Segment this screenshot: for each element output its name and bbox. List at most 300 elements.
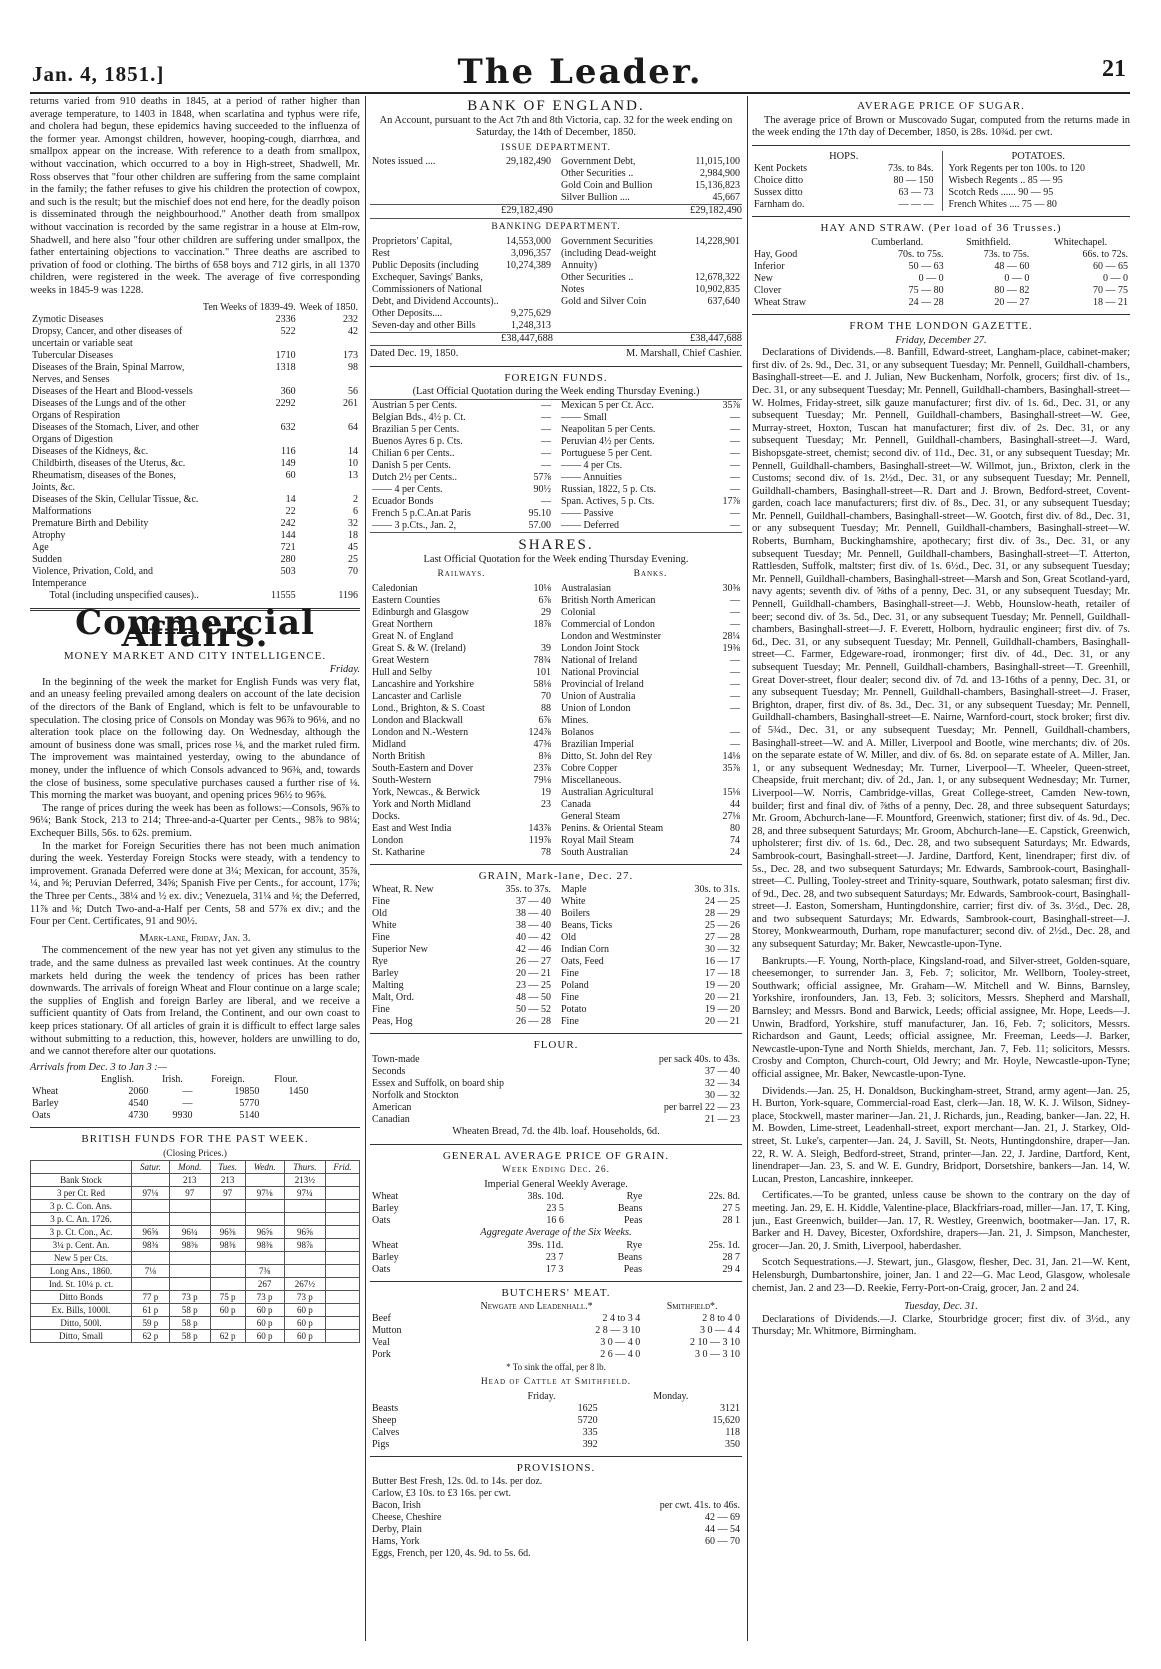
grain-row-cell: Old [561,932,576,944]
funds-row-cell: 60 p [245,1317,284,1330]
flour-row-cell: Essex and Suffolk, on board ship [372,1077,505,1089]
flour-row-cell: per barrel 22 — 23 [663,1101,740,1113]
flour-row-cell: Norfolk and Stockton [372,1089,459,1101]
share-row-cell: Lancaster and Carlisle [372,690,462,702]
hay-row-cell: 50 — 63 [908,260,944,272]
foreign-fund-row [370,496,553,508]
grain-row-cell: 23 — 25 [516,980,551,992]
mortality-row-cell: 1710 [275,349,296,361]
hops-title: HOPS. [829,150,859,162]
hay-row-cell: 48 — 60 [994,260,1030,272]
flour-row [370,1078,742,1090]
share-row [559,763,742,775]
arrivals-header [30,1074,84,1086]
issue-right-row [559,180,742,192]
share-row-cell: 6⅞ [538,594,551,606]
arrivals-row-cell: 5140 [239,1110,260,1122]
foreign-fund-row-cell: — [730,423,740,435]
mortality-row-cell: 13 [348,469,358,481]
funds-row-cell: 60 p [284,1317,325,1330]
foreign-fund-row-cell: — [541,423,551,435]
issue-department-title: ISSUE DEPARTMENT. [501,142,611,153]
mortality-row-cell: 56 [348,385,358,397]
hay-header [752,237,849,249]
weekly-average-row [370,1215,742,1227]
grain-row [370,932,553,944]
funds-row [31,1291,360,1304]
mortality-row-cell: 14 [348,445,358,457]
share-row-cell: Lancashire and Yorkshire [372,678,474,690]
mortality-row [30,518,360,530]
banking-right-row [559,236,742,272]
share-row [370,775,553,787]
meat-row-cell: 2 8 — 3 10 [595,1325,641,1337]
cattle-row-cell: Sheep [372,1414,397,1426]
share-row-cell: 143⅞ [528,822,551,834]
banking-right-row-cell: 12,678,322 [695,271,740,283]
provisions-row-cell: 44 — 54 [705,1524,740,1536]
flour-table [370,1054,742,1126]
share-row-cell: East and West India [372,822,452,834]
grain-row [370,896,553,908]
grain-row-cell: 19 — 20 [705,980,740,992]
funds-row-cell [169,1265,210,1278]
cattle-header [370,1391,483,1403]
potatoes-row [947,187,1131,199]
foreign-fund-row-cell: — [730,459,740,471]
flour-row [370,1114,742,1126]
share-row [559,823,742,835]
flour-row-cell: Canadian [372,1113,410,1125]
mortality-row-cell: Diseases of the Lungs and of the other Organs of Respiration [32,397,186,421]
share-row [559,811,742,823]
grain-row-cell: 37 — 40 [516,896,551,908]
hay-row [752,297,1130,309]
aggregate-average-row-cell: 25s. 1d. [708,1239,740,1251]
banks-title: Banks. [633,569,668,580]
grain-row-cell: 38 — 40 [516,920,551,932]
shares-title: SHARES. [518,536,594,553]
arrivals-row-cell: 4730 [128,1110,149,1122]
share-row-cell: Penins. & Oriental Steam [561,822,664,834]
hops-row [752,175,936,187]
foreign-fund-row [559,400,742,412]
grain-row-cell: 20 — 21 [516,968,551,980]
money-market-title: MONEY MARKET AND CITY INTELLIGENCE. [63,649,327,662]
mortality-row-cell: 721 [280,541,296,553]
hops-table [752,163,936,211]
share-row [370,631,553,643]
bread-price: Wheaten Bread, 7d. the 4lb. loaf. Households, 6d. [452,1125,660,1137]
masthead [30,52,1130,94]
foreign-fund-row-cell: —— Annuities [561,471,622,483]
foreign-fund-row-cell: — [541,435,551,447]
grain-row [559,968,742,980]
share-row [370,691,553,703]
funds-row-cell: 267½ [284,1278,325,1291]
banking-left-row-cell: 10,274,389 [506,259,551,271]
provisions-row-cell [621,1488,742,1500]
grain-row-cell: 50 — 52 [516,1004,551,1016]
aggregate-average-row-cell: 28 7 [722,1251,740,1263]
flour-row-cell: 21 — 23 [705,1113,740,1125]
funds-header: Tues. [210,1161,245,1174]
cattle-row-cell: 118 [725,1426,740,1438]
grain-row [559,992,742,1004]
share-row-cell: — [730,618,740,630]
banking-department [370,236,742,332]
mortality-total-ten-weeks: 11555 [271,589,296,601]
mortality-row-cell: 2 [353,493,358,505]
potatoes-row [947,199,1131,211]
foreign-fund-row-cell: French 5 p.C.An.at Paris [372,507,471,519]
hay-header: Smithfield. [966,236,1011,248]
mortality-row-cell: Violence, Privation, Cold, and Intemperance [32,565,154,589]
potatoes-row-cell: York Regents per ton 100s. to 120 [948,163,1085,175]
share-row [370,643,553,655]
funds-row-cell [245,1252,284,1265]
funds-row-cell: 7⅜ [245,1265,284,1278]
arrivals-row [30,1110,311,1122]
funds-row-cell [132,1200,170,1213]
foreign-fund-row-cell: Danish 5 per Cents. [372,459,451,471]
foreign-fund-row-cell: 95.10 [528,507,551,519]
hops-row [752,199,936,211]
grain-row-cell: Fine [561,968,579,980]
mortality-row-cell: 280 [280,553,296,565]
provisions-row-cell: Derby, Plain [372,1524,422,1536]
hops-row [752,163,936,175]
share-row-cell: Ditto, St. John del Rey [561,750,653,762]
funds-header: Frid. [326,1161,360,1174]
funds-row-cell [326,1291,360,1304]
issue-right-row-cell: 2,984,900 [700,168,740,180]
foreign-fund-row-cell: — [541,459,551,471]
mortality-row-cell: Diseases of the Heart and Blood-vessels [32,385,193,397]
gazette-bankrupts: Bankrupts.—F. Young, North-place, Kingsland-road, and Silver-street, Golden-square, cheesemonger, to surrender Jan. 3, Feb. 7; solicitor, Mr. Wellborn, Tooley-street, Southwark; official assignee, Mr. Graham—W. Mitchell and W. Binns, Barnsley, Yorkshire, ironfounders, Jan. 13, Feb. 3; solicitors, Messrs. Shepherd and Marshall, Barnsley; and Messrs. Bond and Barwick, Leeds; official assignee, Mr. Hope, Leeds—J. Unwin, Bradford, Yorkshire, stuff manufacturer, Jan. 16, Feb. 7; solicitors, Messrs. Richardson and Gaunt, Leeds; official assignee, Mr. Freeman, Leeds—J. Barker, Newcastle-upon-Tyne and North Shields, merchant, Jan. 7, Feb. 11; solicitors, Messrs. Crosby and Compton, Church-court, Old Jewry; and Mr. Hoyle, Newcastle-upon-Tyne; official assignee, Mr. Baker, Newcastle-upon-Tyne. [752,955,1130,1080]
butchers-meat-title: BUTCHERS' MEAT. [501,1286,611,1299]
share-row-cell: Australian Agricultural [561,786,654,798]
grain-row-cell: 42 — 46 [516,944,551,956]
issue-date: Jan. 4, 1851.] [32,62,165,86]
mortality-col-week: Week of 1850. [299,301,358,313]
issue-right-row [559,168,742,180]
share-row [559,715,742,727]
share-row-cell: Lond., Brighton, & S. Coast [372,702,485,714]
share-row-cell: — [730,726,740,738]
funds-row-cell: 96⅝ [132,1226,170,1239]
mortality-row-cell: 232 [343,313,358,325]
banking-right-row-cell: 637,640 [707,295,740,307]
column-rule [747,96,748,1641]
foreign-fund-row-cell: Dutch 2½ per Cents.. [372,471,457,483]
share-row-cell: 58⅛ [533,678,551,690]
mortality-row-cell: 45 [348,541,358,553]
hay-row-cell: 20 — 27 [994,296,1030,308]
weekly-average-row-cell: 38s. 10d. [527,1191,564,1203]
meat-row-cell: 2 8 to 4 0 [702,1313,740,1325]
funds-row-cell [210,1317,245,1330]
potatoes-row-cell: Wisbech Regents .. 85 — 95 [948,175,1063,187]
mortality-row [30,566,360,590]
mortality-row-cell: Diseases of the Brain, Spinal Marrow, Nerves, and Senses [32,361,185,385]
funds-header: Thurs. [284,1161,325,1174]
funds-row-cell: 60 p [210,1304,245,1317]
mortality-row-cell: Diseases of the Skin, Cellular Tissue, &c. [32,493,199,505]
funds-row-cell: 73 p [284,1291,325,1304]
grain-row-cell: 48 — 50 [516,992,551,1004]
money-paragraph-2: The range of prices during the week has been as follows:—Consols, 96⅞ to 96¼; Bank Stock, 213 to 214; Three-and-a-Quarter per Cents., 98⅞ to 98¼; Exchequer Bills, 56s. to 62s. premium. [30,802,360,839]
foreign-fund-row-cell: Mexican 5 per Ct. Acc. [561,399,654,411]
foreign-fund-row-cell: 90½ [533,483,551,495]
foreign-fund-row [559,436,742,448]
mortality-col-ten-weeks: Ten Weeks of 1839-49. [202,301,296,313]
hay-row-cell: 75 — 80 [908,284,944,296]
mortality-row [30,506,360,518]
arrivals-header: Flour. [274,1074,298,1086]
banking-left-row [370,248,553,260]
hay-row-cell: 66s. to 72s. [1082,248,1128,260]
share-row-cell: 74 [730,834,740,846]
grain-row [370,884,553,896]
foreign-fund-row-cell: — [730,447,740,459]
share-row-cell: 19⅜ [722,642,740,654]
mortality-row-cell: 2292 [275,397,296,409]
foreign-fund-row [559,460,742,472]
column-middle [370,96,742,1641]
funds-row-cell [284,1200,325,1213]
funds-header: Mond. [169,1161,210,1174]
grain-row-cell: Oats, Feed [561,956,604,968]
funds-row-cell [326,1278,360,1291]
arrivals-row-cell: 9930 [172,1110,193,1122]
foreign-fund-row-cell: 35⅞ [722,399,740,411]
meat-row-cell: 3 0 — 4 4 [700,1325,740,1337]
mortality-row-cell: Malformations [32,505,92,517]
section-divider [30,1127,360,1128]
british-funds-table [30,1160,360,1343]
share-row [370,703,553,715]
share-row-cell: 27⅛ [722,810,740,822]
foreign-fund-row-cell: — [730,519,740,531]
issue-right-row [559,156,742,168]
hay-row [752,273,1130,285]
mortality-row-cell: 1318 [275,361,296,373]
weekly-average-row-cell: Barley [372,1203,399,1215]
hay-row-cell: 73s. to 75s. [983,248,1030,260]
share-row-cell: Cobre Copper [561,762,618,774]
column-rule [365,96,366,1641]
funds-row-cell: 60 p [245,1330,284,1343]
grain-row [370,908,553,920]
foreign-fund-row-cell: —— 4 per Cents. [372,483,443,495]
mortality-row-cell: 503 [280,565,296,577]
arrivals-row-cell: Wheat [32,1086,59,1098]
mortality-row [30,398,360,422]
gazette-certificates: Certificates.—To be granted, unless cause be shown to the contrary on the day of meeting. Jan. 29, E. H. Kiddle, Valentine-place, Blackfriars-road, miller—Jan. 17, T. King, jun., East Greenwich, builder—Jan. 17, R. Westley, Greenwich, bootmaker—Jan. 17, R. Barker and H. Davey, Bicester, Oxfordshire, drapers—Jan. 21, J. Simpson, Manchester, grocer—Jan. 20, J. Smith, Liverpool, haberdasher. [752,1190,1130,1252]
mortality-row-cell: Zymotic Diseases [32,313,104,325]
bank-of-england-title: BANK OF ENGLAND. [467,98,645,114]
foreign-fund-row-cell: Brazilian 5 per Cents. [372,423,460,435]
share-row-cell: — [730,690,740,702]
mortality-row-cell: Age [32,541,49,553]
share-row-cell: National of Ireland [561,654,638,666]
funds-row-cell: New 5 per Cts. [31,1252,132,1265]
cattle-row-cell: 3121 [720,1402,740,1414]
share-row-cell: York and North Midland [372,798,471,810]
funds-row-cell: 96⅝ [284,1226,325,1239]
hay-row [752,261,1130,273]
issue-left-row-cell: Notes issued .... [372,156,436,168]
funds-row-cell: 61 p [132,1304,170,1317]
funds-row-cell: 58 p [169,1317,210,1330]
funds-row-cell: Bank Stock [31,1174,132,1187]
hay-header: Cumberland. [871,236,924,248]
share-row-cell: — [730,654,740,666]
mortality-row-cell: 32 [348,517,358,529]
railways-title: Railways. [437,569,486,580]
funds-row-cell [132,1252,170,1265]
funds-row-cell: 62 p [210,1330,245,1343]
funds-row-cell: 96⅜ [210,1226,245,1239]
aggregate-average-row [370,1264,742,1276]
share-row-cell: Docks. [372,810,401,822]
share-row-cell: Miscellaneous. [561,774,622,786]
foreign-fund-row [370,400,553,412]
share-row-cell: Colonial [561,606,596,618]
hay-row-cell: 70s. to 75s. [898,248,944,260]
issue-right-row-cell: 11,015,100 [695,156,740,168]
cattle-row-cell: 15,620 [712,1414,740,1426]
foreign-fund-row-cell: 57.00 [528,519,551,531]
arrivals-row-cell: 4540 [128,1098,149,1110]
hay-row-cell: New [754,272,773,284]
share-row [559,655,742,667]
share-row-cell: London and Westminster [561,630,662,642]
grain-row-cell: Wheat, R. New [372,884,434,896]
banking-left-row-cell: Rest [372,247,390,259]
average-grain-imperial: Imperial General Weekly Average. [484,1178,628,1190]
funds-row-cell: 3 per Ct. Red [31,1187,132,1200]
funds-row-cell [284,1265,325,1278]
foreign-fund-row-cell: — [730,471,740,483]
grain-row [370,920,553,932]
cattle-header: Monday. [653,1390,689,1402]
grain-row-cell: Rye [372,956,388,968]
share-row-cell: London and N.-Western [372,726,469,738]
funds-row-cell [169,1213,210,1226]
gazette-dividends: Dividends.—Jan. 25, H. Donaldson, Buckingham-street, Strand, army agent—Jan. 25, H. Burton, York-square, Commercial-road East, clerk—Jan. 18, W. K. J. Wilson, Sidney-place, Stockwell, master mariner—Jan. 21, J. Richards, jun., Reading, banker—Jan. 22, H. M. Bowden, Lime-street, Leadenhall-street, export merchant—Jan. 21, J. Starkey, Old-street, St. Luke's, carpenter—Jan. 24, J. Savill, St. Neots, Huntingdonshire, draper—Jan. 22, R. W. A. Sleigh, Bedford-street, Strand, printer—Jan. 22, J. Jardine, Dartford, Kent, linendraper—Jan. 23, S. and W. E. Gundry, Bridport, Dorsetshire, bankers—Jan. 14, W. Lucan, Preston, Lancashire, innkeeper. [752,1085,1130,1185]
funds-row [31,1265,360,1278]
share-row-cell: 80 [730,822,740,834]
share-row-cell: Midland [372,738,406,750]
grain-row-cell: 17 — 18 [705,968,740,980]
grain-row [559,980,742,992]
grain-row [559,884,742,896]
mortality-row-cell: Diseases of the Kidneys, &c. [32,445,149,457]
aggregate-average-row-cell: Peas [623,1263,643,1275]
aggregate-average-row-cell: Beans [617,1251,643,1263]
grain-row-cell: 26 — 27 [516,956,551,968]
foreign-fund-row [370,472,553,484]
mortality-row-cell: 261 [343,397,358,409]
share-row-cell [519,811,553,823]
mark-lane-paragraph: The commencement of the new year has not yet given any stimulus to the trade, and the same dulness as prevailed last week continues. At the country markets held during the week the tendency of prices has been rather downwards. The arrivals of foreign Wheat and Flour continue on a large scale; the supplies of English and foreign Barley are liberal, and we receive a sufficient quantity of Oats from Ireland, the Continent, and our own coast to keep prices stationary. Of all articles of grain it is difficult to effect large sales without submitting to a reduction, this, however, holders are unwilling to do, and we cannot therefore alter our quotations. [30,945,360,1058]
grain-row-cell: Superior New [372,944,428,956]
funds-row-cell [210,1200,245,1213]
newspaper-title: The Leader. [457,52,703,92]
share-row-cell: 119⅞ [528,834,551,846]
hops-row [752,187,936,199]
grain-row-cell: 38 — 40 [516,908,551,920]
mortality-row [30,386,360,398]
funds-row-cell: 59 p [132,1317,170,1330]
potatoes-title: POTATOES. [1011,150,1066,162]
funds-row-cell: 3¼ p. Cent. An. [31,1239,132,1252]
gazette-date: Friday, December 27. [895,334,987,346]
grain-row-cell: 30s. to 31s. [694,884,740,896]
share-row-cell: St. Katharine [372,846,425,858]
flour-row [370,1066,742,1078]
section-divider [752,314,1130,315]
average-grain-week: Week Ending Dec. 26. [501,1165,611,1176]
issue-total-right: £29,182,490 [690,205,742,217]
share-row-cell: South Australian [561,846,628,858]
grain-row [559,908,742,920]
funds-row-cell: Ind. St. 10¼ p. ct. [31,1278,132,1291]
section-divider [370,1033,742,1034]
provisions-row-cell [621,1476,742,1488]
grain-row [370,968,553,980]
section-divider [752,145,1130,146]
foreign-fund-row [559,508,742,520]
section-divider [370,1144,742,1145]
average-grain-title: GENERAL AVERAGE PRICE OF GRAIN. [442,1149,670,1162]
share-row [559,799,742,811]
flour-row [370,1102,742,1114]
share-row-cell: General Steam [561,810,621,822]
mortality-row-cell: 98 [348,361,358,373]
grain-row-cell: 20 — 21 [705,992,740,1004]
mortality-row-cell: 242 [280,517,296,529]
mortality-row-cell: 18 [348,529,358,541]
hay-row-cell: 60 — 65 [1093,260,1128,272]
mortality-total-week: 1196 [338,589,358,601]
provisions-row [370,1488,742,1500]
grain-row-cell: 19 — 20 [705,1004,740,1016]
banking-left-row-cell: 9,275,629 [511,307,551,319]
share-row-cell: Australasian [561,582,611,594]
share-row [370,595,553,607]
share-row-cell: 23 [541,798,551,810]
potatoes-row [947,175,1131,187]
provisions-row-cell: 60 — 70 [705,1536,740,1548]
funds-row-cell: Long Ans., 1860. [31,1265,132,1278]
banking-left-row [370,236,553,248]
funds-row-cell [132,1213,170,1226]
provisions-row [370,1500,742,1512]
cattle-row-cell: 350 [725,1438,740,1450]
share-row-cell: Great Western [372,654,430,666]
funds-row-cell: 73 p [169,1291,210,1304]
arrivals-row-cell: 5770 [239,1098,260,1110]
flour-title: FLOUR. [533,1039,579,1052]
funds-row [31,1174,360,1187]
funds-row-cell: 97 [210,1187,245,1200]
funds-row-cell: 7⅛ [132,1265,170,1278]
foreign-fund-row [370,436,553,448]
foreign-fund-row-cell: —— Passive [561,507,614,519]
